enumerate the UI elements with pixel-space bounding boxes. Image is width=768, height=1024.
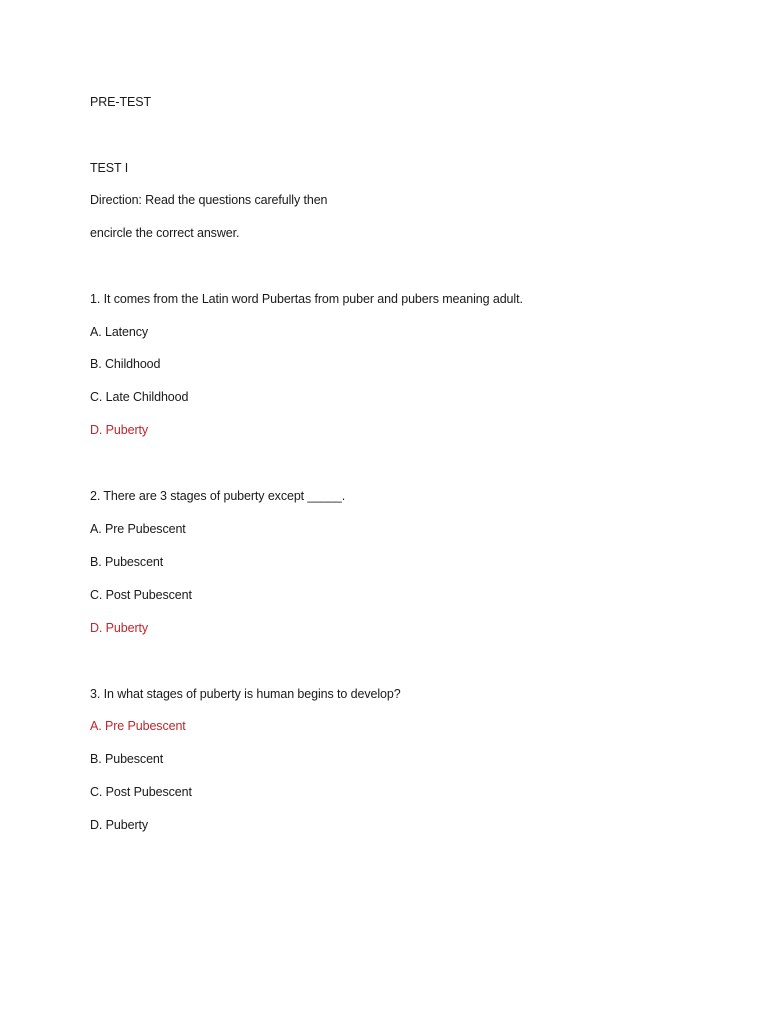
question-2-option-b: B. Pubescent: [90, 555, 164, 569]
question-2-option-d-correct: D. Puberty: [90, 621, 149, 635]
question-1-option-d-correct: D. Puberty: [90, 423, 149, 437]
question-1-option-c: C. Late Childhood: [90, 390, 189, 404]
page-heading: PRE-TEST: [90, 95, 152, 109]
question-2-option-c: C. Post Pubescent: [90, 588, 192, 602]
question-3-text: 3. In what stages of puberty is human begins to develop?: [90, 687, 401, 701]
test-label: TEST I: [90, 161, 129, 175]
question-1-option-b: B. Childhood: [90, 357, 161, 371]
question-3-option-b: B. Pubescent: [90, 752, 164, 766]
question-1-option-a: A. Latency: [90, 325, 149, 339]
question-2-option-a: A. Pre Pubescent: [90, 522, 186, 536]
direction-line-2: encircle the correct answer.: [90, 226, 240, 240]
question-3-option-d: D. Puberty: [90, 818, 149, 832]
question-1-text: 1. It comes from the Latin word Pubertas from puber and pubers meaning adult.: [90, 292, 523, 306]
question-3-option-a-correct: A. Pre Pubescent: [90, 719, 186, 733]
question-2-text: 2. There are 3 stages of puberty except _____.: [90, 489, 346, 503]
question-3-option-c: C. Post Pubescent: [90, 785, 192, 799]
direction-line-1: Direction: Read the questions carefully then: [90, 193, 328, 207]
